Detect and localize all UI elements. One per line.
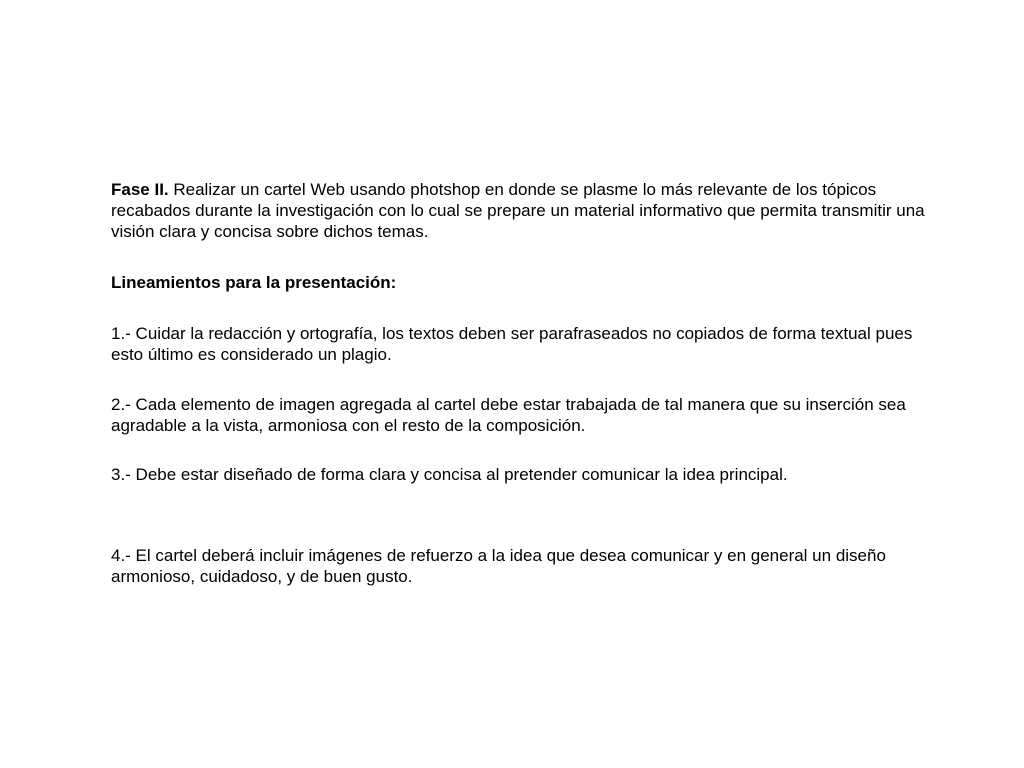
guidelines-heading: Lineamientos para la presentación: [111, 273, 397, 292]
intro-paragraph [111, 179, 931, 242]
intro-text: Realizar un cartel Web usando photshop en donde se plasme lo más relevante de los tópicos recabados durante la investigación con lo cual se prepare un material informativo que permita transmitir una visión clara y concisa sobre dichos temas. [111, 180, 925, 241]
guideline-item-1: 1.- Cuidar la redacción y ortografía, los textos deben ser parafraseados no copiados de forma textual pues esto último es considerado un plagio. [111, 324, 913, 364]
guideline-item-3: 3.- Debe estar diseñado de forma clara y concisa al pretender comunicar la idea principal. [111, 465, 788, 484]
phase-label: Fase II. [111, 180, 169, 199]
guideline-item-4: 4.- El cartel deberá incluir imágenes de refuerzo a la idea que desea comunicar y en general un diseño armonioso, cuidadoso, y de buen gusto. [111, 546, 886, 586]
guideline-item-2: 2.- Cada elemento de imagen agregada al cartel debe estar trabajada de tal manera que su inserción sea agradable a la vista, armoniosa con el resto de la composición. [111, 395, 906, 435]
